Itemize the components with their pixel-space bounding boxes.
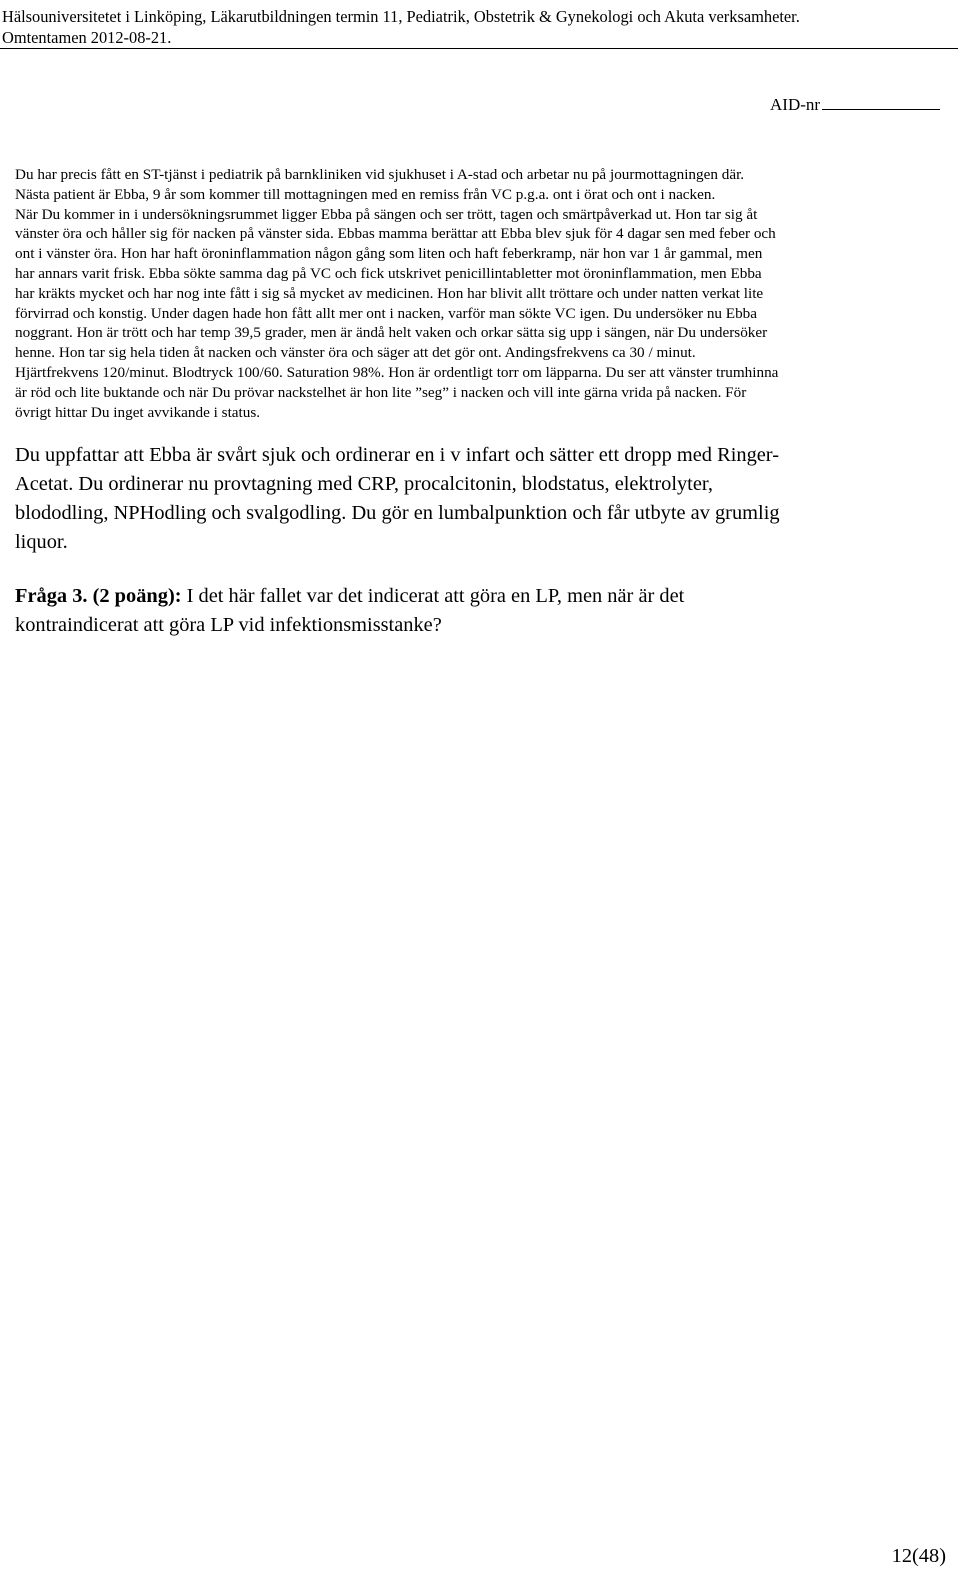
page-number: 12(48) xyxy=(891,1545,946,1567)
question-line xyxy=(15,582,915,611)
case-line: vänster öra och håller sig för nacken på vänster sida. Ebbas mamma berättar att Ebba blev sjuk för 4 dagar sen med feber och xyxy=(15,225,776,243)
case-line: Du har precis fått en ST-tjänst i pediatrik på barnkliniken vid sjukhuset i A-stad och arbetar nu på jourmottagningen där. xyxy=(15,166,745,183)
case-line: övrigt hittar Du inget avvikande i status. xyxy=(15,403,261,421)
question-3 xyxy=(15,582,915,640)
question-line: kontraindicerat att göra LP vid infektionsmisstanke? xyxy=(15,614,442,636)
case-line: är röd och lite buktande och när Du prövar nackstelhet är hon lite ”seg” i nacken och vill inte gärna vrida på nacken. För xyxy=(15,383,747,401)
question-label: Fråga 3. xyxy=(15,585,88,607)
case-line: Nästa patient är Ebba, 9 år som kommer till mottagningen med en remiss från VC p.g.a. ont i örat och ont i nacken. xyxy=(15,185,716,203)
orders-line: Acetat. Du ordinerar nu provtagning med CRP, procalcitonin, blodstatus, elektrolyter, xyxy=(15,473,713,495)
orders-line: blododling, NPHodling och svalgodling. Du gör en lumbalpunktion och får utbyte av grumlig xyxy=(15,502,780,524)
case-line: När Du kommer in i undersökningsrummet ligger Ebba på sängen och ser trött, tagen och smärtpåverkad ut. Hon tar sig åt xyxy=(15,205,758,223)
case-description xyxy=(15,165,947,422)
case-line: Hjärtfrekvens 120/minut. Blodtryck 100/60. Saturation 98%. Hon är ordentligt torr om läpparna. Du ser att vänster trumhinna xyxy=(15,363,779,381)
page-header xyxy=(0,0,958,49)
orders-paragraph xyxy=(15,441,950,557)
orders-line: Du uppfattar att Ebba är svårt sjuk och ordinerar en i v infart och sätter ett dropp med Ringer- xyxy=(15,444,779,466)
orders-line: liquor. xyxy=(15,531,68,553)
aid-label: AID-nr xyxy=(770,95,821,114)
case-line: ont i vänster öra. Hon har haft öroninflammation någon gång som liten och haft feberkramp, när hon var 1 år gammal, men xyxy=(15,245,763,263)
aid-blank-line xyxy=(822,93,940,110)
header-exam-date: Omtentamen 2012-08-21. xyxy=(2,28,172,47)
case-line: har annars varit frisk. Ebba sökte samma dag på VC och fick utskrivet penicillintabletter mot öroninflammation, men Ebba xyxy=(15,264,762,282)
case-line: henne. Hon tar sig hela tiden åt nacken och vänster öra och säger att det gör ont. Andingsfrekvens ca 30 / minut. xyxy=(15,344,696,362)
case-line: noggrant. Hon är trött och har temp 39,5 grader, men är ändå helt vaken och orkar sätta sig upp i sängen, när Du undersöker xyxy=(15,324,768,342)
question-points: (2 poäng): xyxy=(92,585,182,607)
question-text: I det här fallet var det indicerat att göra en LP, men när är det xyxy=(186,585,685,607)
header-institution: Hälsouniversitetet i Linköping, Läkarutbildningen termin 11, Pediatrik, Obstetrik & Gynekologi och Akuta verksamheter. xyxy=(2,7,800,26)
case-line: har kräkts mycket och har nog inte fått i sig så mycket av medicinen. Hon har blivit allt tröttare och under natten verkat lite xyxy=(15,284,764,302)
case-line: förvirrad och konstig. Under dagen hade hon fått allt mer ont i nacken, varför man sökte VC igen. Du undersöker nu Ebba xyxy=(15,304,758,322)
aid-field xyxy=(770,93,940,116)
